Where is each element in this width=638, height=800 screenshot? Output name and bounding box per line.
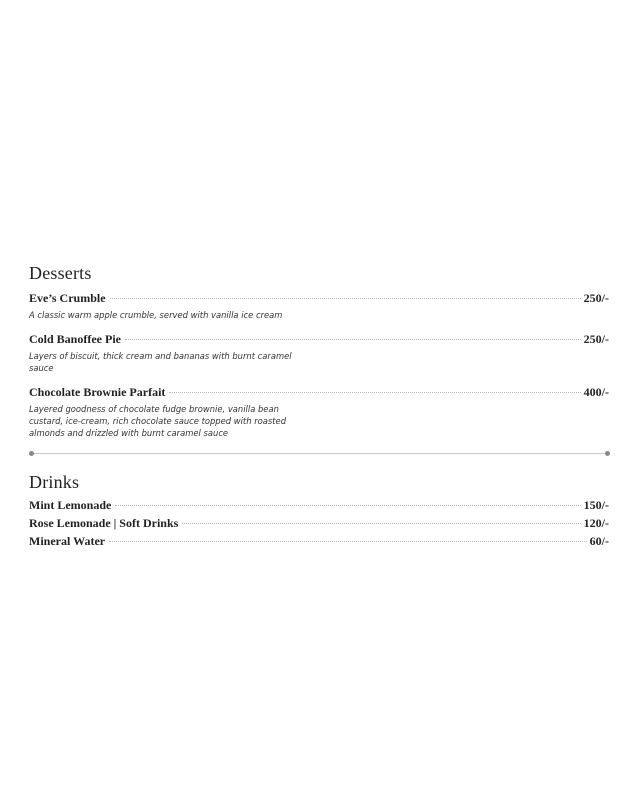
section-drinks <box>29 469 609 549</box>
menu-item-row <box>29 515 609 531</box>
menu-item <box>29 290 609 321</box>
section-title: Desserts <box>29 263 92 283</box>
item-price: 400/- <box>583 385 609 399</box>
dot-leader <box>125 339 581 340</box>
menu-item-row <box>29 331 609 347</box>
item-name: Cold Banoffee Pie <box>29 332 121 346</box>
divider-line <box>32 453 606 454</box>
item-price: 120/- <box>583 516 609 530</box>
item-name: Mineral Water <box>29 534 106 548</box>
divider-dot-icon <box>29 451 34 456</box>
menu-item <box>29 497 609 513</box>
section-divider <box>29 449 609 459</box>
menu-item <box>29 331 609 374</box>
dot-leader <box>109 541 587 542</box>
menu-item-row <box>29 497 609 513</box>
menu-item <box>29 384 609 439</box>
divider-dot-icon <box>605 451 610 456</box>
item-name: Rose Lemonade | Soft Drinks <box>29 516 179 530</box>
menu-item <box>29 515 609 531</box>
section-title: Drinks <box>29 472 80 492</box>
menu-item-row <box>29 290 609 306</box>
item-price: 250/- <box>583 291 609 305</box>
dot-leader <box>110 298 581 299</box>
item-price: 60/- <box>589 534 609 548</box>
item-price: 250/- <box>583 332 609 346</box>
menu <box>29 260 609 549</box>
menu-item <box>29 533 609 549</box>
item-price: 150/- <box>583 498 609 512</box>
item-name: Eve’s Crumble <box>29 291 106 305</box>
section-desserts <box>29 260 609 439</box>
item-description: Layers of biscuit, thick cream and bananas with burnt caramel sauce <box>29 351 292 373</box>
dot-leader <box>115 505 580 506</box>
item-description: A classic warm apple crumble, served with vanilla ice cream <box>29 310 283 320</box>
dot-leader <box>182 523 580 524</box>
dot-leader <box>169 392 580 393</box>
item-name: Chocolate Brownie Parfait <box>29 385 166 399</box>
menu-item-row <box>29 533 609 549</box>
item-description: Layered goodness of chocolate fudge brownie, vanilla bean custard, ice-cream, rich chocolate sauce topped with roasted almonds and drizzled with burnt caramel sauce <box>29 404 287 438</box>
item-name: Mint Lemonade <box>29 498 112 512</box>
menu-item-row <box>29 384 609 400</box>
